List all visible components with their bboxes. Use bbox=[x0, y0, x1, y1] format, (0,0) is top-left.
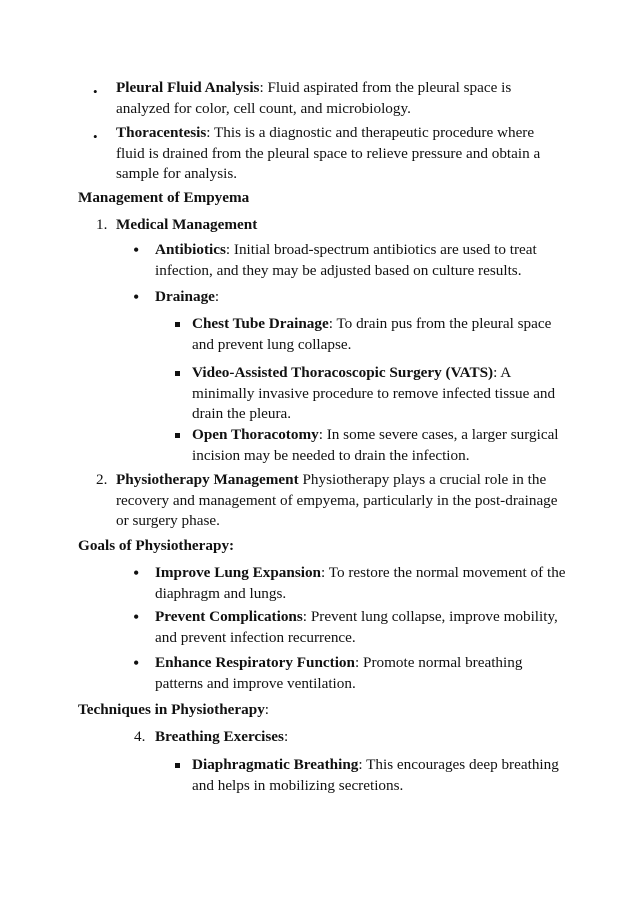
pleural-fluid-analysis-item bbox=[116, 78, 511, 119]
square-bullet bbox=[175, 763, 180, 768]
bullet-dot: • bbox=[133, 287, 140, 307]
section-heading: Goals of Physiotherapy: bbox=[78, 537, 235, 554]
text: sample for analysis. bbox=[116, 165, 238, 182]
bullet-dot: • bbox=[133, 240, 140, 260]
text: fluid is drained from the pleural space to relieve pressure and obtain a bbox=[116, 144, 541, 162]
bullet-dot: • bbox=[133, 653, 140, 673]
square-bullet bbox=[175, 433, 180, 438]
section-heading: Techniques in Physiotherapy: bbox=[78, 701, 270, 718]
goal-item: Prevent Complications: Prevent lung collapse, improve mobility, and prevent infection recurrence. bbox=[155, 608, 558, 646]
list-number: 1. bbox=[96, 216, 108, 233]
vats-item: Video-Assisted Thoracoscopic Surgery (VATS): A minimally invasive procedure to remove infected tissue and drain the pleura. bbox=[192, 364, 556, 422]
text: : Fluid aspirated from the pleural space is bbox=[259, 79, 512, 96]
drainage-item: Drainage: bbox=[155, 288, 220, 305]
square-bullet bbox=[175, 322, 180, 327]
diaphragmatic-breathing-item: Diaphragmatic Breathing: This encourages deep breathing and helps in mobilizing secretions. bbox=[192, 756, 559, 794]
term: Thoracentesis bbox=[116, 124, 207, 141]
goal-item: Enhance Respiratory Function: Promote normal breathing patterns and improve ventilation. bbox=[155, 654, 523, 692]
goal-item: Improve Lung Expansion: To restore the normal movement of the diaphragm and lungs. bbox=[155, 564, 566, 602]
term: Pleural Fluid Analysis bbox=[116, 79, 260, 96]
list-number: 2. bbox=[96, 471, 108, 488]
bullet-dot: • bbox=[133, 563, 140, 583]
medical-management-title: Medical Management bbox=[116, 216, 258, 233]
bullet-dot: • bbox=[133, 607, 140, 627]
chest-tube-item: Chest Tube Drainage: To drain pus from the pleural space and prevent lung collapse. bbox=[192, 315, 552, 353]
open-thoracotomy-item: Open Thoracotomy: In some severe cases, a larger surgical incision may be needed to drain the infection. bbox=[192, 426, 559, 464]
breathing-exercises-item: Breathing Exercises: bbox=[155, 728, 289, 745]
bullet-dot: • bbox=[93, 129, 98, 144]
physiotherapy-management-item: Physiotherapy Management Physiotherapy plays a crucial role in the recovery and management of empyema, particularly in the post-drainage or surgery phase. bbox=[116, 471, 558, 529]
section-heading: Management of Empyema bbox=[78, 189, 250, 206]
antibiotics-item: Antibiotics: Initial broad-spectrum antibiotics are used to treat infection, and they may be adjusted based on culture results. bbox=[155, 241, 537, 279]
text: analyzed for color, cell count, and microbiology. bbox=[116, 99, 411, 117]
text: : This is a diagnostic and therapeutic procedure where bbox=[206, 124, 535, 141]
thoracentesis-item bbox=[116, 123, 540, 185]
list-number: 4. bbox=[134, 728, 146, 745]
square-bullet bbox=[175, 371, 180, 376]
bullet-dot: • bbox=[93, 84, 98, 99]
